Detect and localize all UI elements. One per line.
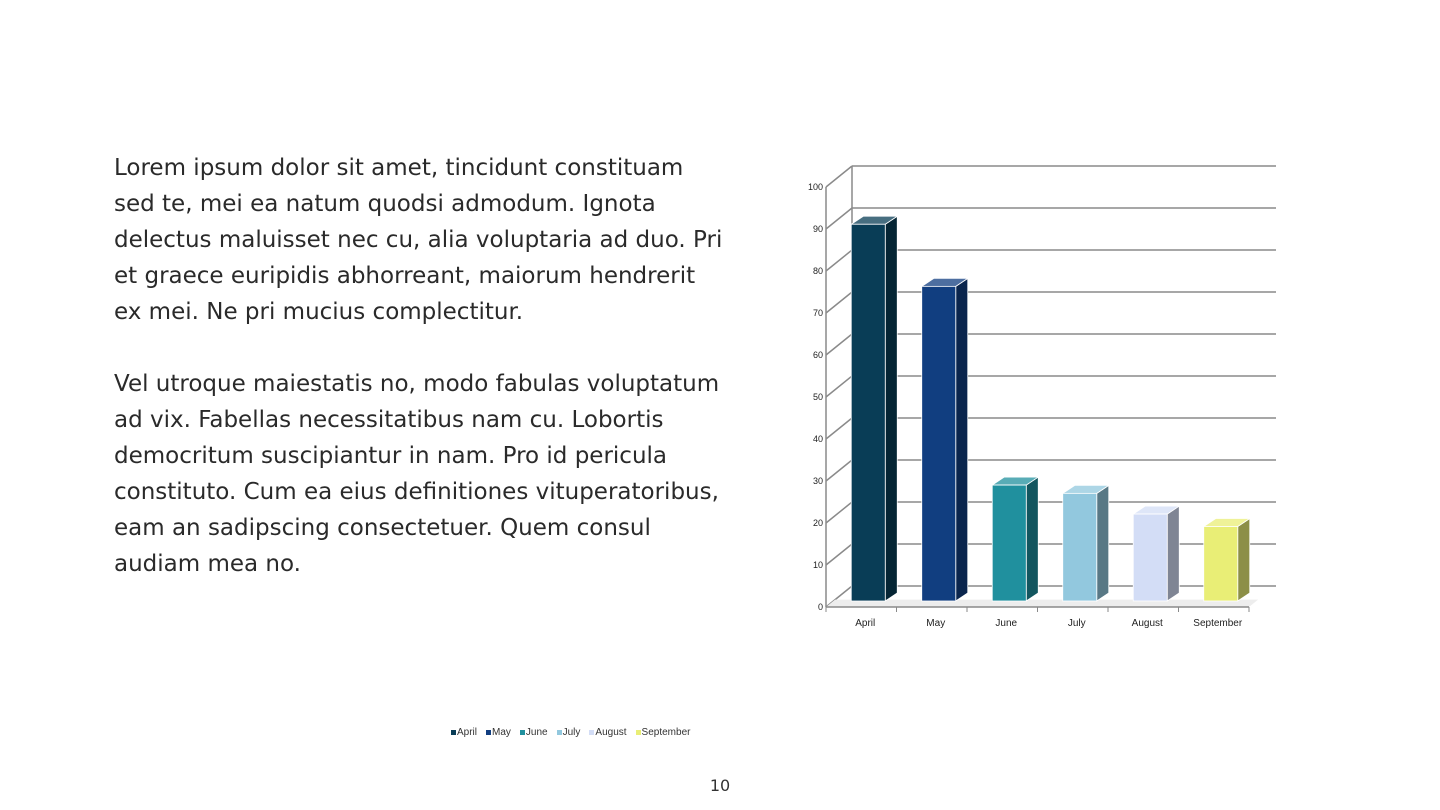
legend-item-june: [520, 727, 548, 738]
bar-side-september: [1238, 518, 1250, 601]
y-tick-label: 30: [812, 476, 823, 486]
bar-side-april: [885, 216, 897, 601]
legend-swatch-may: [486, 730, 491, 735]
body-paragraph-2: Vel utroque maiestatis no, modo fabulas voluptatum ad vix. Fabellas necessitatibus nam cu. Lobortis democritum suscipiantur in nam. Pro id pericula constituto. Cum ea eius definitiones vituperatoribus, eam an sadipscing consectetuer. Quem consul audiam mea no.: [114, 371, 720, 577]
y-tick-label: 50: [812, 392, 823, 402]
x-tick-label: August: [1131, 618, 1163, 629]
legend-label-may: May: [492, 727, 511, 738]
legend-label-july: July: [562, 727, 581, 738]
gridline-depth: [826, 292, 852, 313]
bar-april: [851, 224, 885, 601]
gridline-depth: [826, 502, 852, 523]
x-tick-label: September: [1193, 618, 1243, 629]
chart-floor: [826, 600, 1258, 607]
y-tick-label: 100: [807, 182, 823, 192]
legend-swatch-september: [636, 730, 641, 735]
gridline-depth: [826, 376, 852, 397]
legend-label-august: August: [595, 727, 627, 738]
legend-swatch-july: [557, 730, 562, 735]
legend-label-september: September: [641, 727, 691, 738]
gridline-depth: [826, 418, 852, 439]
legend-item-july: [557, 727, 581, 738]
legend-item-may: [486, 727, 511, 738]
gridline-depth: [826, 166, 852, 187]
bar-side-july: [1097, 485, 1109, 601]
bar-side-august: [1167, 506, 1179, 601]
chart-legend: [451, 727, 690, 738]
bar-august: [1133, 514, 1167, 601]
x-tick-label: May: [926, 618, 946, 629]
y-tick-label: 80: [812, 266, 823, 276]
gridline-depth: [826, 208, 852, 229]
y-tick-label: 10: [812, 560, 823, 570]
legend-swatch-august: [589, 730, 594, 735]
legend-item-april: [451, 727, 477, 738]
body-paragraph-1: Lorem ipsum dolor sit amet, tincidunt constituam sed te, mei ea natum quodsi admodum. Ignota delectus maluisset nec cu, alia voluptaria ad duo. Pri et graece euripidis abhorreant, maiorum hendrerit ex mei. Ne pri mucius complectitur.: [114, 155, 723, 325]
legend-swatch-june: [520, 730, 525, 735]
gridline-depth: [826, 334, 852, 355]
gridline-depth: [826, 250, 852, 271]
gridline-depth: [826, 544, 852, 565]
bar-july: [1063, 493, 1097, 601]
bar-september: [1204, 526, 1238, 601]
y-tick-label: 90: [812, 224, 823, 234]
legend-label-june: June: [525, 727, 548, 738]
legend-item-september: [636, 727, 691, 738]
y-tick-label: 70: [812, 308, 823, 318]
y-tick-label: 60: [812, 350, 823, 360]
x-tick-label: July: [1067, 618, 1086, 629]
gridline-depth: [826, 460, 852, 481]
legend-item-august: [589, 727, 626, 738]
bar-side-june: [1026, 477, 1038, 601]
legend-label-april: April: [457, 727, 478, 738]
bar-chart: [790, 150, 1290, 640]
bar-june: [992, 485, 1026, 601]
body-text: [114, 150, 724, 582]
page-number: 10: [709, 776, 731, 795]
y-tick-label: 0: [817, 602, 823, 612]
x-tick-label: April: [855, 618, 876, 629]
x-tick-label: June: [995, 618, 1018, 629]
y-tick-label: 20: [812, 518, 823, 528]
bar-may: [922, 286, 956, 601]
legend-swatch-april: [451, 730, 456, 735]
bar-side-may: [956, 278, 968, 601]
y-tick-label: 40: [812, 434, 823, 444]
